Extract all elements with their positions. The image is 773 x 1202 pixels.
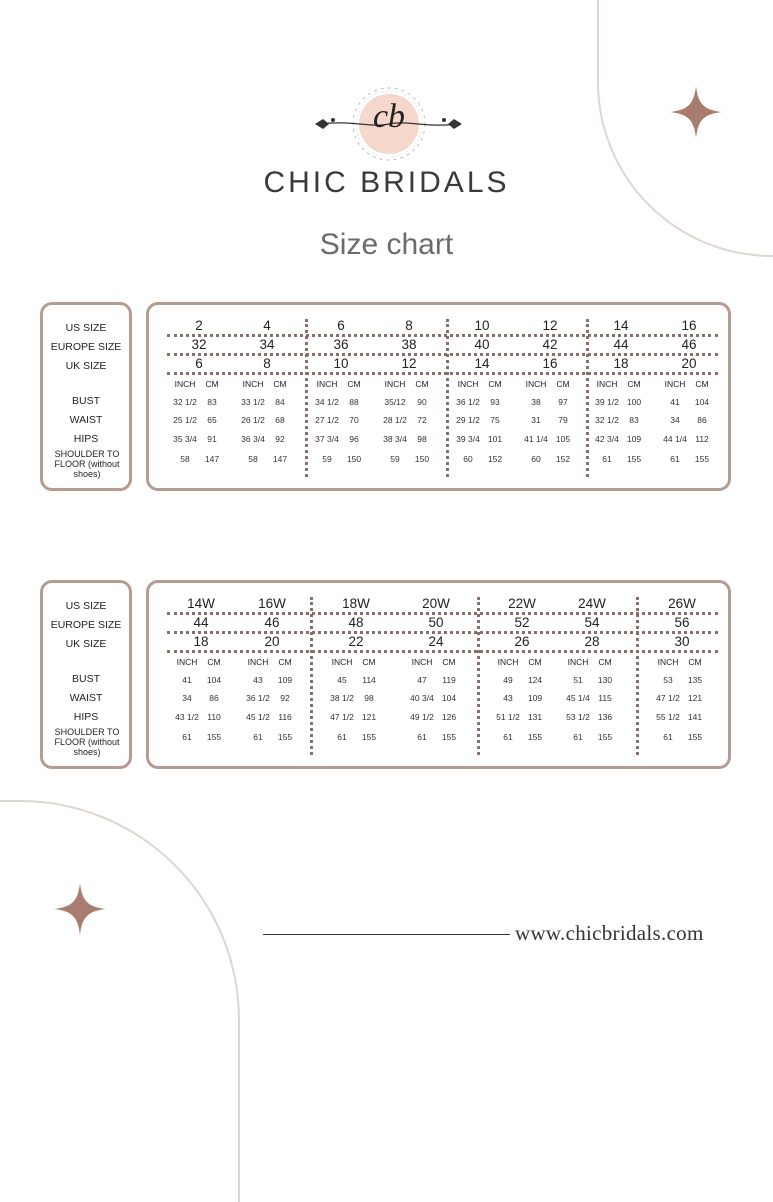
hips-cm-value: 112	[695, 434, 709, 444]
uk-size-value: 12	[401, 356, 417, 371]
website-link[interactable]: www.chicbridals.com	[515, 921, 704, 945]
shoulder-inch-value: 61	[670, 454, 680, 464]
shoulder-inch-value: 58	[248, 454, 258, 464]
waist-cm-value: 115	[598, 693, 612, 703]
europe-size-value: 44	[193, 615, 209, 630]
hips-cm-value: 136	[597, 712, 613, 722]
sparkle-star-icon	[670, 86, 722, 138]
bust-cm-value: 83	[207, 397, 217, 407]
waist-inch-value: 28 1/2	[383, 415, 407, 425]
shoulder-cm-value: 150	[346, 454, 362, 464]
inch-header: INCH	[331, 657, 353, 667]
shoulder-inch-value: 61	[337, 732, 347, 742]
inch-header: INCH	[176, 657, 198, 667]
us-size-value: 6	[337, 318, 345, 333]
shoulder-cm-value: 152	[555, 454, 571, 464]
us-size-label: US SIZE	[65, 600, 107, 612]
sparkle-star-icon	[54, 883, 106, 935]
inch-header: INCH	[657, 657, 679, 667]
waist-cm-value: 70	[349, 415, 359, 425]
hips-cm-value: 109	[626, 434, 642, 444]
uk-size-value: 28	[584, 634, 600, 649]
us-size-value: 8	[405, 318, 413, 333]
europe-size-value: 46	[681, 337, 697, 352]
inch-header: INCH	[497, 657, 519, 667]
hips-cm-value: 126	[441, 712, 457, 722]
waist-inch-value: 31	[531, 415, 541, 425]
waist-inch-value: 34	[182, 693, 192, 703]
size-table	[146, 302, 731, 491]
shoulder-cm-value: 147	[272, 454, 288, 464]
hips-cm-value: 110	[207, 712, 221, 722]
uk-size-value: 14	[474, 356, 490, 371]
inch-header: INCH	[525, 379, 547, 389]
hips-cm-value: 116	[278, 712, 292, 722]
waist-cm-value: 79	[558, 415, 568, 425]
brand-logo	[311, 84, 466, 164]
cm-header: CM	[598, 657, 612, 667]
bust-cm-value: 104	[694, 397, 710, 407]
us-size-value: 4	[263, 318, 271, 333]
inch-header: INCH	[242, 379, 264, 389]
hips-cm-value: 121	[361, 712, 377, 722]
hips-inch-value: 37 3/4	[315, 434, 339, 444]
shoulder-label: SHOULDER TO FLOOR (without shoes)	[54, 449, 120, 479]
hips-inch-value: 44 1/4	[663, 434, 687, 444]
decorative-arc-bottom-left	[0, 800, 240, 1202]
europe-size-value: 54	[584, 615, 600, 630]
us-size-value: 20W	[422, 596, 450, 611]
hips-inch-value: 39 3/4	[456, 434, 480, 444]
dotted-column-divider	[310, 597, 313, 755]
shoulder-inch-value: 61	[417, 732, 427, 742]
waist-inch-value: 45 1/4	[566, 693, 590, 703]
bust-inch-value: 53	[663, 675, 673, 685]
bust-cm-value: 104	[206, 675, 222, 685]
shoulder-inch-value: 60	[531, 454, 541, 464]
us-size-value: 16W	[258, 596, 286, 611]
waist-inch-value: 36 1/2	[246, 693, 270, 703]
europe-size-value: 52	[514, 615, 530, 630]
waist-inch-value: 34	[670, 415, 680, 425]
europe-size-label: EUROPE SIZE	[50, 341, 122, 353]
bust-inch-value: 47	[417, 675, 427, 685]
waist-inch-value: 27 1/2	[315, 415, 339, 425]
uk-size-value: 18	[193, 634, 209, 649]
inch-header: INCH	[457, 379, 479, 389]
hips-inch-value: 41 1/4	[524, 434, 548, 444]
us-size-label: US SIZE	[65, 322, 107, 334]
cm-header: CM	[362, 657, 376, 667]
uk-size-value: 8	[263, 356, 271, 371]
shoulder-cm-value: 155	[277, 732, 293, 742]
bust-inch-value: 33 1/2	[241, 397, 265, 407]
shoulder-inch-value: 59	[390, 454, 400, 464]
europe-size-label: EUROPE SIZE	[50, 619, 122, 631]
europe-size-value: 42	[542, 337, 558, 352]
shoulder-inch-value: 59	[322, 454, 332, 464]
us-size-value: 24W	[578, 596, 606, 611]
brand-monogram: cb	[372, 98, 406, 135]
waist-cm-value: 86	[209, 693, 219, 703]
europe-size-value: 46	[264, 615, 280, 630]
waist-cm-value: 75	[490, 415, 500, 425]
us-size-value: 10	[474, 318, 490, 333]
shoulder-cm-value: 155	[206, 732, 222, 742]
bust-cm-value: 135	[687, 675, 703, 685]
bust-cm-value: 93	[490, 397, 500, 407]
uk-size-value: 26	[514, 634, 530, 649]
row-labels-panel	[40, 302, 132, 491]
hips-cm-value: 131	[527, 712, 543, 722]
hips-inch-value: 38 3/4	[383, 434, 407, 444]
shoulder-cm-value: 155	[694, 454, 710, 464]
hips-cm-value: 105	[555, 434, 571, 444]
uk-size-value: 6	[195, 356, 203, 371]
shoulder-inch-value: 61	[602, 454, 612, 464]
europe-size-value: 44	[613, 337, 629, 352]
brand-name: CHIC BRIDALS	[263, 166, 510, 199]
bust-cm-value: 84	[275, 397, 285, 407]
us-size-value: 14	[613, 318, 629, 333]
row-labels-panel	[40, 580, 132, 769]
bust-inch-value: 51	[573, 675, 583, 685]
dotted-column-divider	[477, 597, 480, 755]
bust-inch-value: 38	[531, 397, 541, 407]
footer-divider	[263, 934, 510, 935]
cm-header: CM	[205, 379, 219, 389]
uk-size-value: 18	[613, 356, 629, 371]
hips-cm-value: 96	[349, 434, 359, 444]
shoulder-inch-value: 61	[573, 732, 583, 742]
shoulder-cm-value: 147	[204, 454, 220, 464]
europe-size-value: 38	[401, 337, 417, 352]
inch-header: INCH	[174, 379, 196, 389]
waist-inch-value: 26 1/2	[241, 415, 265, 425]
bust-inch-value: 34 1/2	[315, 397, 339, 407]
hips-inch-value: 55 1/2	[656, 712, 680, 722]
hips-inch-value: 43 1/2	[175, 712, 199, 722]
bust-cm-value: 119	[442, 675, 456, 685]
uk-size-value: 16	[542, 356, 558, 371]
uk-size-value: 10	[333, 356, 349, 371]
shoulder-cm-value: 155	[361, 732, 377, 742]
bust-inch-value: 49	[503, 675, 513, 685]
waist-cm-value: 86	[697, 415, 707, 425]
bust-inch-value: 43	[253, 675, 263, 685]
waist-cm-value: 109	[527, 693, 543, 703]
cm-header: CM	[488, 379, 502, 389]
shoulder-cm-value: 155	[597, 732, 613, 742]
us-size-value: 2	[195, 318, 203, 333]
bust-inch-value: 35/12	[384, 397, 406, 407]
shoulder-inch-value: 61	[663, 732, 673, 742]
uk-size-value: 22	[348, 634, 364, 649]
waist-cm-value: 121	[687, 693, 703, 703]
us-size-value: 18W	[342, 596, 370, 611]
bust-inch-value: 41	[182, 675, 192, 685]
cm-header: CM	[556, 379, 570, 389]
shoulder-cm-value: 155	[626, 454, 642, 464]
bust-cm-value: 88	[349, 397, 359, 407]
bust-label: BUST	[71, 395, 100, 407]
cm-header: CM	[207, 657, 221, 667]
bust-cm-value: 100	[626, 397, 642, 407]
waist-cm-value: 104	[441, 693, 457, 703]
waist-label: WAIST	[69, 692, 103, 704]
bust-inch-value: 45	[337, 675, 347, 685]
hips-inch-value: 47 1/2	[330, 712, 354, 722]
bust-cm-value: 114	[362, 675, 376, 685]
inch-header: INCH	[411, 657, 433, 667]
cm-header: CM	[278, 657, 292, 667]
cm-header: CM	[627, 379, 641, 389]
uk-size-value: 24	[428, 634, 444, 649]
waist-inch-value: 43	[503, 693, 513, 703]
cm-header: CM	[442, 657, 456, 667]
cm-header: CM	[347, 379, 361, 389]
waist-cm-value: 92	[280, 693, 290, 703]
us-size-value: 14W	[187, 596, 215, 611]
uk-size-value: 30	[674, 634, 690, 649]
bust-cm-value: 90	[417, 397, 427, 407]
waist-inch-value: 38 1/2	[330, 693, 354, 703]
hips-inch-value: 49 1/2	[410, 712, 434, 722]
uk-size-label: UK SIZE	[65, 360, 107, 372]
us-size-value: 16	[681, 318, 697, 333]
waist-inch-value: 32 1/2	[595, 415, 619, 425]
hips-inch-value: 42 3/4	[595, 434, 619, 444]
dotted-row-divider	[167, 372, 718, 375]
waist-cm-value: 65	[207, 415, 217, 425]
bust-cm-value: 97	[558, 397, 568, 407]
europe-size-value: 36	[333, 337, 349, 352]
inch-header: INCH	[567, 657, 589, 667]
shoulder-inch-value: 58	[180, 454, 190, 464]
hips-cm-value: 92	[275, 434, 285, 444]
cm-header: CM	[528, 657, 542, 667]
shoulder-cm-value: 155	[441, 732, 457, 742]
europe-size-value: 40	[474, 337, 490, 352]
hips-inch-value: 53 1/2	[566, 712, 590, 722]
hips-inch-value: 36 3/4	[241, 434, 265, 444]
bust-inch-value: 36 1/2	[456, 397, 480, 407]
uk-size-label: UK SIZE	[65, 638, 107, 650]
shoulder-inch-value: 61	[182, 732, 192, 742]
hips-label: HIPS	[73, 433, 99, 445]
inch-header: INCH	[384, 379, 406, 389]
shoulder-inch-value: 61	[253, 732, 263, 742]
waist-cm-value: 68	[275, 415, 285, 425]
shoulder-cm-value: 155	[527, 732, 543, 742]
bust-inch-value: 39 1/2	[595, 397, 619, 407]
size-table	[146, 580, 731, 769]
bust-cm-value: 124	[527, 675, 543, 685]
hips-inch-value: 45 1/2	[246, 712, 270, 722]
hips-cm-value: 141	[687, 712, 703, 722]
waist-cm-value: 98	[364, 693, 374, 703]
shoulder-cm-value: 150	[414, 454, 430, 464]
cm-header: CM	[273, 379, 287, 389]
waist-inch-value: 40 3/4	[410, 693, 434, 703]
hips-cm-value: 91	[207, 434, 217, 444]
waist-label: WAIST	[69, 414, 103, 426]
uk-size-value: 20	[264, 634, 280, 649]
cm-header: CM	[415, 379, 429, 389]
shoulder-cm-value: 152	[487, 454, 503, 464]
waist-inch-value: 25 1/2	[173, 415, 197, 425]
shoulder-inch-value: 60	[463, 454, 473, 464]
europe-size-value: 32	[191, 337, 207, 352]
shoulder-inch-value: 61	[503, 732, 513, 742]
hips-cm-value: 101	[487, 434, 503, 444]
uk-size-value: 20	[681, 356, 697, 371]
inch-header: INCH	[247, 657, 269, 667]
europe-size-value: 50	[428, 615, 444, 630]
waist-inch-value: 29 1/2	[456, 415, 480, 425]
bust-label: BUST	[71, 673, 100, 685]
hips-inch-value: 51 1/2	[496, 712, 520, 722]
europe-size-value: 56	[674, 615, 690, 630]
page-title: Size chart	[319, 228, 454, 261]
shoulder-label: SHOULDER TO FLOOR (without shoes)	[54, 727, 120, 757]
us-size-value: 12	[542, 318, 558, 333]
dotted-column-divider	[636, 597, 639, 755]
cm-header: CM	[695, 379, 709, 389]
hips-inch-value: 35 3/4	[173, 434, 197, 444]
inch-header: INCH	[316, 379, 338, 389]
waist-cm-value: 72	[417, 415, 427, 425]
bust-inch-value: 32 1/2	[173, 397, 197, 407]
us-size-value: 22W	[508, 596, 536, 611]
europe-size-value: 34	[259, 337, 275, 352]
hips-label: HIPS	[73, 711, 99, 723]
waist-cm-value: 83	[629, 415, 639, 425]
inch-header: INCH	[664, 379, 686, 389]
bust-cm-value: 130	[597, 675, 613, 685]
europe-size-value: 48	[348, 615, 364, 630]
hips-cm-value: 98	[417, 434, 427, 444]
shoulder-cm-value: 155	[687, 732, 703, 742]
us-size-value: 26W	[668, 596, 696, 611]
bust-inch-value: 41	[670, 397, 680, 407]
cm-header: CM	[688, 657, 702, 667]
bust-cm-value: 109	[277, 675, 293, 685]
waist-inch-value: 47 1/2	[656, 693, 680, 703]
inch-header: INCH	[596, 379, 618, 389]
